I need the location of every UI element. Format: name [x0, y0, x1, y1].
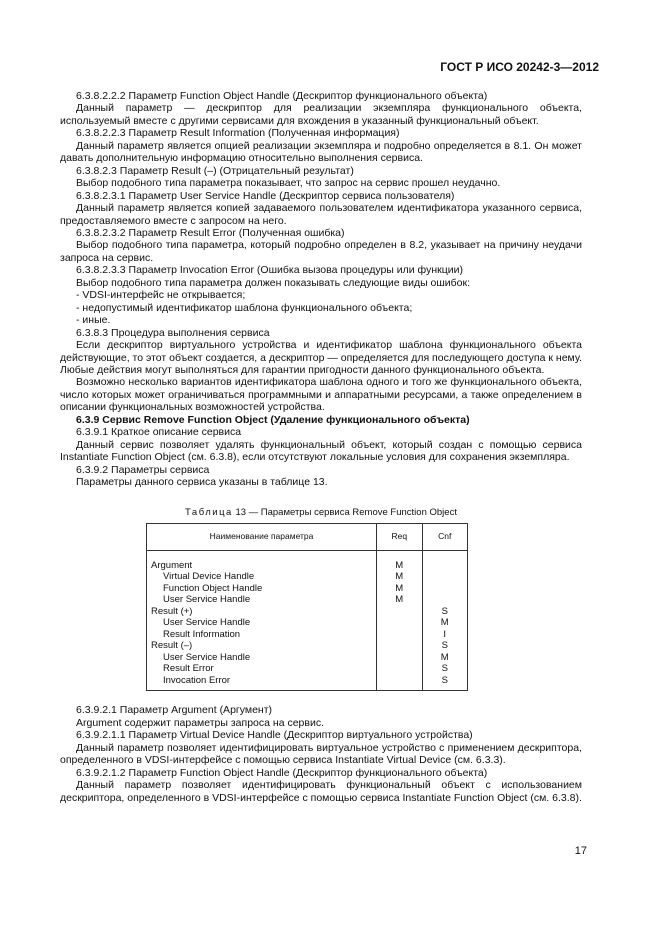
table-row [147, 652, 468, 664]
cell-cnf [422, 583, 468, 595]
parameters-table [146, 523, 468, 692]
cell-parameter-name [147, 571, 377, 583]
document-header: ГОСТ Р ИСО 20242-3—2012 [440, 60, 599, 74]
table-caption [60, 507, 582, 519]
cell-req [377, 663, 422, 675]
paragraph: 6.3.8.2.3 Параметр Result (–) (Отрицательный результат) [76, 164, 354, 177]
table-row [147, 583, 468, 595]
cell-parameter-name [147, 652, 377, 664]
header-req: Req [377, 523, 422, 550]
paragraph: Данный параметр является опцией реализации экземпляра и подробно определяется в 8.1. Он может давать дополнительную информацию относительно выполнения сервиса. [60, 139, 582, 165]
cell-cnf: I [422, 629, 468, 641]
cell-parameter-name [147, 629, 377, 641]
parameter-name: Result Information [163, 628, 241, 640]
table-row [147, 617, 468, 629]
paragraph: 6.3.8.2.2.2 Параметр Function Object Handle (Дескриптор функционального объекта) [76, 90, 488, 102]
cell-parameter-name [147, 617, 377, 629]
cell-req [377, 606, 422, 618]
cell-parameter-name [147, 583, 377, 595]
parameter-name: User Service Handle [163, 617, 251, 629]
paragraph: 6.3.8.2.3.1 Параметр User Service Handle (Дескриптор сервиса пользователя) [76, 189, 455, 202]
paragraph: 6.3.9 Сервис Remove Function Object (Удаление функционального объекта) [76, 413, 470, 426]
paragraph: Argument содержит параметры запроса на сервис. [76, 716, 324, 729]
cell-cnf: S [422, 675, 468, 691]
cell-parameter-name [147, 594, 377, 606]
cell-req [377, 640, 422, 652]
body-text-before-table [60, 90, 582, 489]
cell-parameter-name [147, 606, 377, 618]
paragraph: Данный параметр позволяет идентифицировать виртуальное устройство с применением дескриптора, определенного в VDSI-интерфейсе с помощью сервиса Instantiate Virtual Device (см. 6.3.3). [60, 741, 582, 767]
cell-req [377, 629, 422, 641]
parameter-name: User Service Handle [163, 594, 251, 606]
paragraph: - недопустимый идентификатор шаблона функционального объекта; [76, 301, 413, 314]
parameter-name: Result Error [163, 663, 214, 675]
cell-parameter-name [147, 663, 377, 675]
parameter-name: Virtual Device Handle [163, 571, 255, 583]
paragraph: - VDSI-интерфейс не открывается; [76, 289, 246, 302]
table-row [147, 640, 468, 652]
paragraph: 6.3.9.2.1.1 Параметр Virtual Device Handle (Дескриптор виртуального устройства) [76, 729, 473, 742]
page-number: 17 [574, 845, 587, 857]
cell-req: M [377, 550, 422, 571]
table-body [147, 550, 468, 691]
header-cnf: Cnf [422, 523, 468, 550]
paragraph: Если дескриптор виртуального устройства и идентификатор шаблона функционального объекта действующие, то этот объект создается, а дескриптор — определяется для последующего доступа к нему. Любые действия могут выполняться для гарантии пригодности данного функционального объекта. [60, 339, 582, 376]
paragraph: 6.3.8.2.3.2 Параметр Result Error (Полученная ошибка) [76, 226, 345, 239]
cell-req: M [377, 571, 422, 583]
table-row [147, 571, 468, 583]
cell-cnf [422, 550, 468, 571]
parameter-name: Result (–) [151, 640, 193, 652]
paragraph: 6.3.9.2.1.2 Параметр Function Object Handle (Дескриптор функционального объекта) [76, 766, 488, 779]
cell-req: M [377, 594, 422, 606]
cell-parameter-name [147, 675, 377, 691]
paragraph: Данный сервис позволяет удалять функциональный объект, который создан с помощью сервиса Instantiate Function Object (см. 6.3.8), если отсутствуют локальные условия для сохранения экземпляра. [60, 438, 582, 464]
cell-cnf: S [422, 606, 468, 618]
paragraph: Параметры данного сервиса указаны в таблице 13. [76, 476, 328, 489]
table-caption-title: 13 — Параметры сервиса Remove Function Object [235, 506, 457, 518]
table-row [147, 594, 468, 606]
cell-parameter-name [147, 640, 377, 652]
cell-req [377, 652, 422, 664]
paragraph: Данный параметр является копией задаваемого пользователем идентификатора указанного сервиса, предоставляемого вместе с запросом на него. [60, 202, 582, 227]
cell-cnf [422, 594, 468, 606]
paragraph: 6.3.9.2 Параметры сервиса [76, 463, 210, 476]
header-parameter-name: Наименование параметра [147, 523, 377, 550]
paragraph: Возможно несколько вариантов идентификатора шаблона одного и того же функционального объекта, число которых может ограничиваться программными и аппаратными ресурсами, а также определением в описании функциональных возможностей устройства. [60, 376, 582, 414]
paragraph: - иные. [76, 314, 111, 327]
cell-cnf: M [422, 617, 468, 629]
parameter-name: Result (+) [151, 605, 193, 617]
parameter-name: Invocation Error [163, 674, 231, 686]
body-text-after-table [60, 704, 582, 804]
table-row [147, 550, 468, 571]
cell-parameter-name [147, 550, 377, 571]
paragraph: Данный параметр позволяет идентифицировать функциональный объект с использованием дескриптора, определенного в VDSI-интерфейсе с помощью сервиса Instantiate Function Object (см. 6.3.8). [60, 779, 582, 804]
cell-req [377, 617, 422, 629]
cell-cnf: S [422, 640, 468, 652]
cell-cnf [422, 571, 468, 583]
paragraph: 6.3.8.2.2.3 Параметр Result Information (Полученная информация) [76, 127, 400, 140]
paragraph: Выбор подобного типа параметра должен показывать следующие виды ошибок: [76, 276, 471, 289]
paragraph: 6.3.8.3 Процедура выполнения сервиса [76, 326, 270, 339]
cell-cnf: M [422, 652, 468, 664]
parameter-name: Function Object Handle [163, 582, 263, 594]
paragraph: 6.3.9.2.1 Параметр Argument (Аргумент) [76, 704, 273, 717]
page-content [60, 90, 582, 804]
parameter-name: User Service Handle [163, 651, 251, 663]
paragraph: Данный параметр — дескриптор для реализации экземпляра функционального объекта, используемый вместе с другими сервисами для вхождения в указанный функциональный объект. [60, 102, 582, 127]
table-header-row [147, 523, 468, 550]
paragraph: Выбор подобного типа параметра, который подробно определен в 8.2, указывает на причину неудачи запроса на сервис. [60, 239, 582, 264]
table-caption-prefix: Таблица [185, 506, 233, 518]
table-row [147, 675, 468, 691]
parameter-name: Argument [151, 559, 193, 571]
table-row [147, 629, 468, 641]
paragraph: 6.3.8.2.3.3 Параметр Invocation Error (Ошибка вызова процедуры или функции) [76, 264, 463, 277]
cell-req: M [377, 583, 422, 595]
cell-cnf: S [422, 663, 468, 675]
table-row [147, 663, 468, 675]
paragraph: Выбор подобного типа параметра показывает, что запрос на сервис прошел неудачно. [76, 177, 501, 190]
cell-req [377, 675, 422, 691]
table-row [147, 606, 468, 618]
paragraph: 6.3.9.1 Краткое описание сервиса [76, 426, 242, 439]
